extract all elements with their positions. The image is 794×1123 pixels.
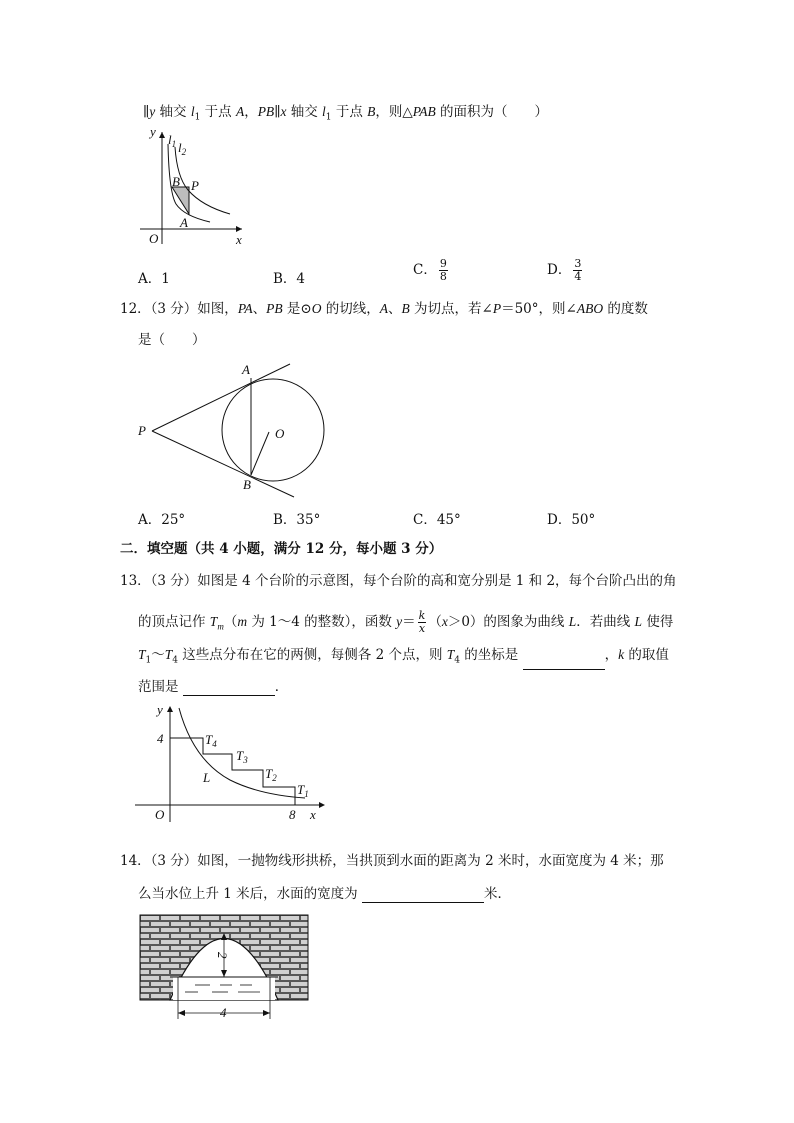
q12-figure	[130, 358, 340, 498]
width-label: 4	[220, 1005, 227, 1020]
q12-stem-line1: 12．（3 分）如图，PA、PB 是⊙O 的切线，A、B 为切点，若∠P＝50°，则∠ABO 的度数	[120, 301, 648, 317]
label-l2: $l_2$	[178, 140, 187, 157]
q12-option-a[interactable]: A．25°	[138, 512, 186, 528]
q13-stem-line1: 13．（3 分）如图是 4 个台阶的示意图，每个台阶的高和宽分别是 1 和 2，每个台阶凸出的角	[120, 573, 677, 589]
origin-label: O	[155, 807, 165, 822]
point-b-label: B	[243, 477, 251, 492]
q12-stem-line2: 是（ ）	[138, 332, 206, 348]
point-a-label: A	[180, 215, 188, 230]
q11-option-c[interactable]: C． $\frac{9}{8}$	[413, 257, 447, 283]
point-p-label: P	[191, 178, 199, 193]
q12-option-d[interactable]: D．50°	[547, 512, 596, 528]
axis-x-label: x	[236, 232, 242, 247]
q14-figure	[140, 915, 310, 1023]
point-p-label: P	[138, 423, 146, 438]
circle-o	[222, 379, 324, 481]
tick-4: 4	[157, 731, 164, 746]
q14-stem-line2: 么当水位上升 1 米后，水面的宽度为 米．	[138, 886, 511, 902]
point-o-label: O	[275, 426, 285, 441]
point-t2-label: $T_2$	[265, 766, 277, 783]
q11-option-a[interactable]: A．1	[138, 271, 170, 287]
section-2-heading: 二．填空题（共 4 小题，满分 12 分，每小题 3 分）	[120, 541, 443, 557]
q13-figure	[135, 700, 335, 825]
q12-option-c[interactable]: C．45°	[413, 512, 461, 528]
axis-y-label: y	[150, 124, 156, 139]
point-t4-label: $T_4$	[205, 732, 217, 749]
q11-figure	[130, 122, 260, 247]
q11-stem: ∥y 轴交 $l_1$ 于点 A，PB∥x 轴交 $l_1$ 于点 B，则△PAB 的面积为（ ）	[143, 104, 549, 123]
q13-answer-blank-1[interactable]	[523, 655, 605, 670]
point-b-label: B	[172, 174, 180, 189]
tick-8: 8	[289, 807, 296, 822]
q14-stem-line1: 14．（3 分）如图，一抛物线形拱桥，当拱顶到水面的距离为 2 米时，水面宽度为 4 米；那	[120, 853, 664, 869]
q12-option-b[interactable]: B．35°	[273, 512, 321, 528]
origin-label: O	[149, 231, 159, 246]
q13-answer-blank-2[interactable]	[183, 681, 275, 696]
q13-stem-line3: $T_1\sim T_4$ 这些点分布在它的两侧，每侧各 2 个点，则 $T_4$ 的坐标是 ，k 的取值	[138, 646, 669, 670]
height-label: 2	[215, 952, 230, 959]
q11-option-d[interactable]: D． $\frac{3}{4}$	[547, 257, 582, 283]
axis-x-label: x	[310, 807, 316, 822]
axis-y-label: y	[157, 702, 163, 717]
q13-stem-line4: 范围是 ．	[138, 679, 289, 695]
water-surface	[173, 977, 275, 1000]
label-l1: $l_1$	[168, 132, 177, 149]
q14-answer-blank[interactable]	[362, 888, 484, 903]
point-a-label: A	[242, 362, 250, 377]
q13-stem-line2: 的顶点记作 $T_m(m$ 为 1～4 的整数），函数 y＝ $\frac{k}{x}$ （x＞0）的图象为曲线 L．若曲线 L 使得	[138, 609, 674, 635]
q11-option-b[interactable]: B．4	[273, 271, 306, 287]
point-t1-label: $T_1$	[297, 782, 309, 799]
curve-l-label: L	[203, 770, 211, 785]
point-t3-label: $T_3$	[236, 748, 248, 765]
